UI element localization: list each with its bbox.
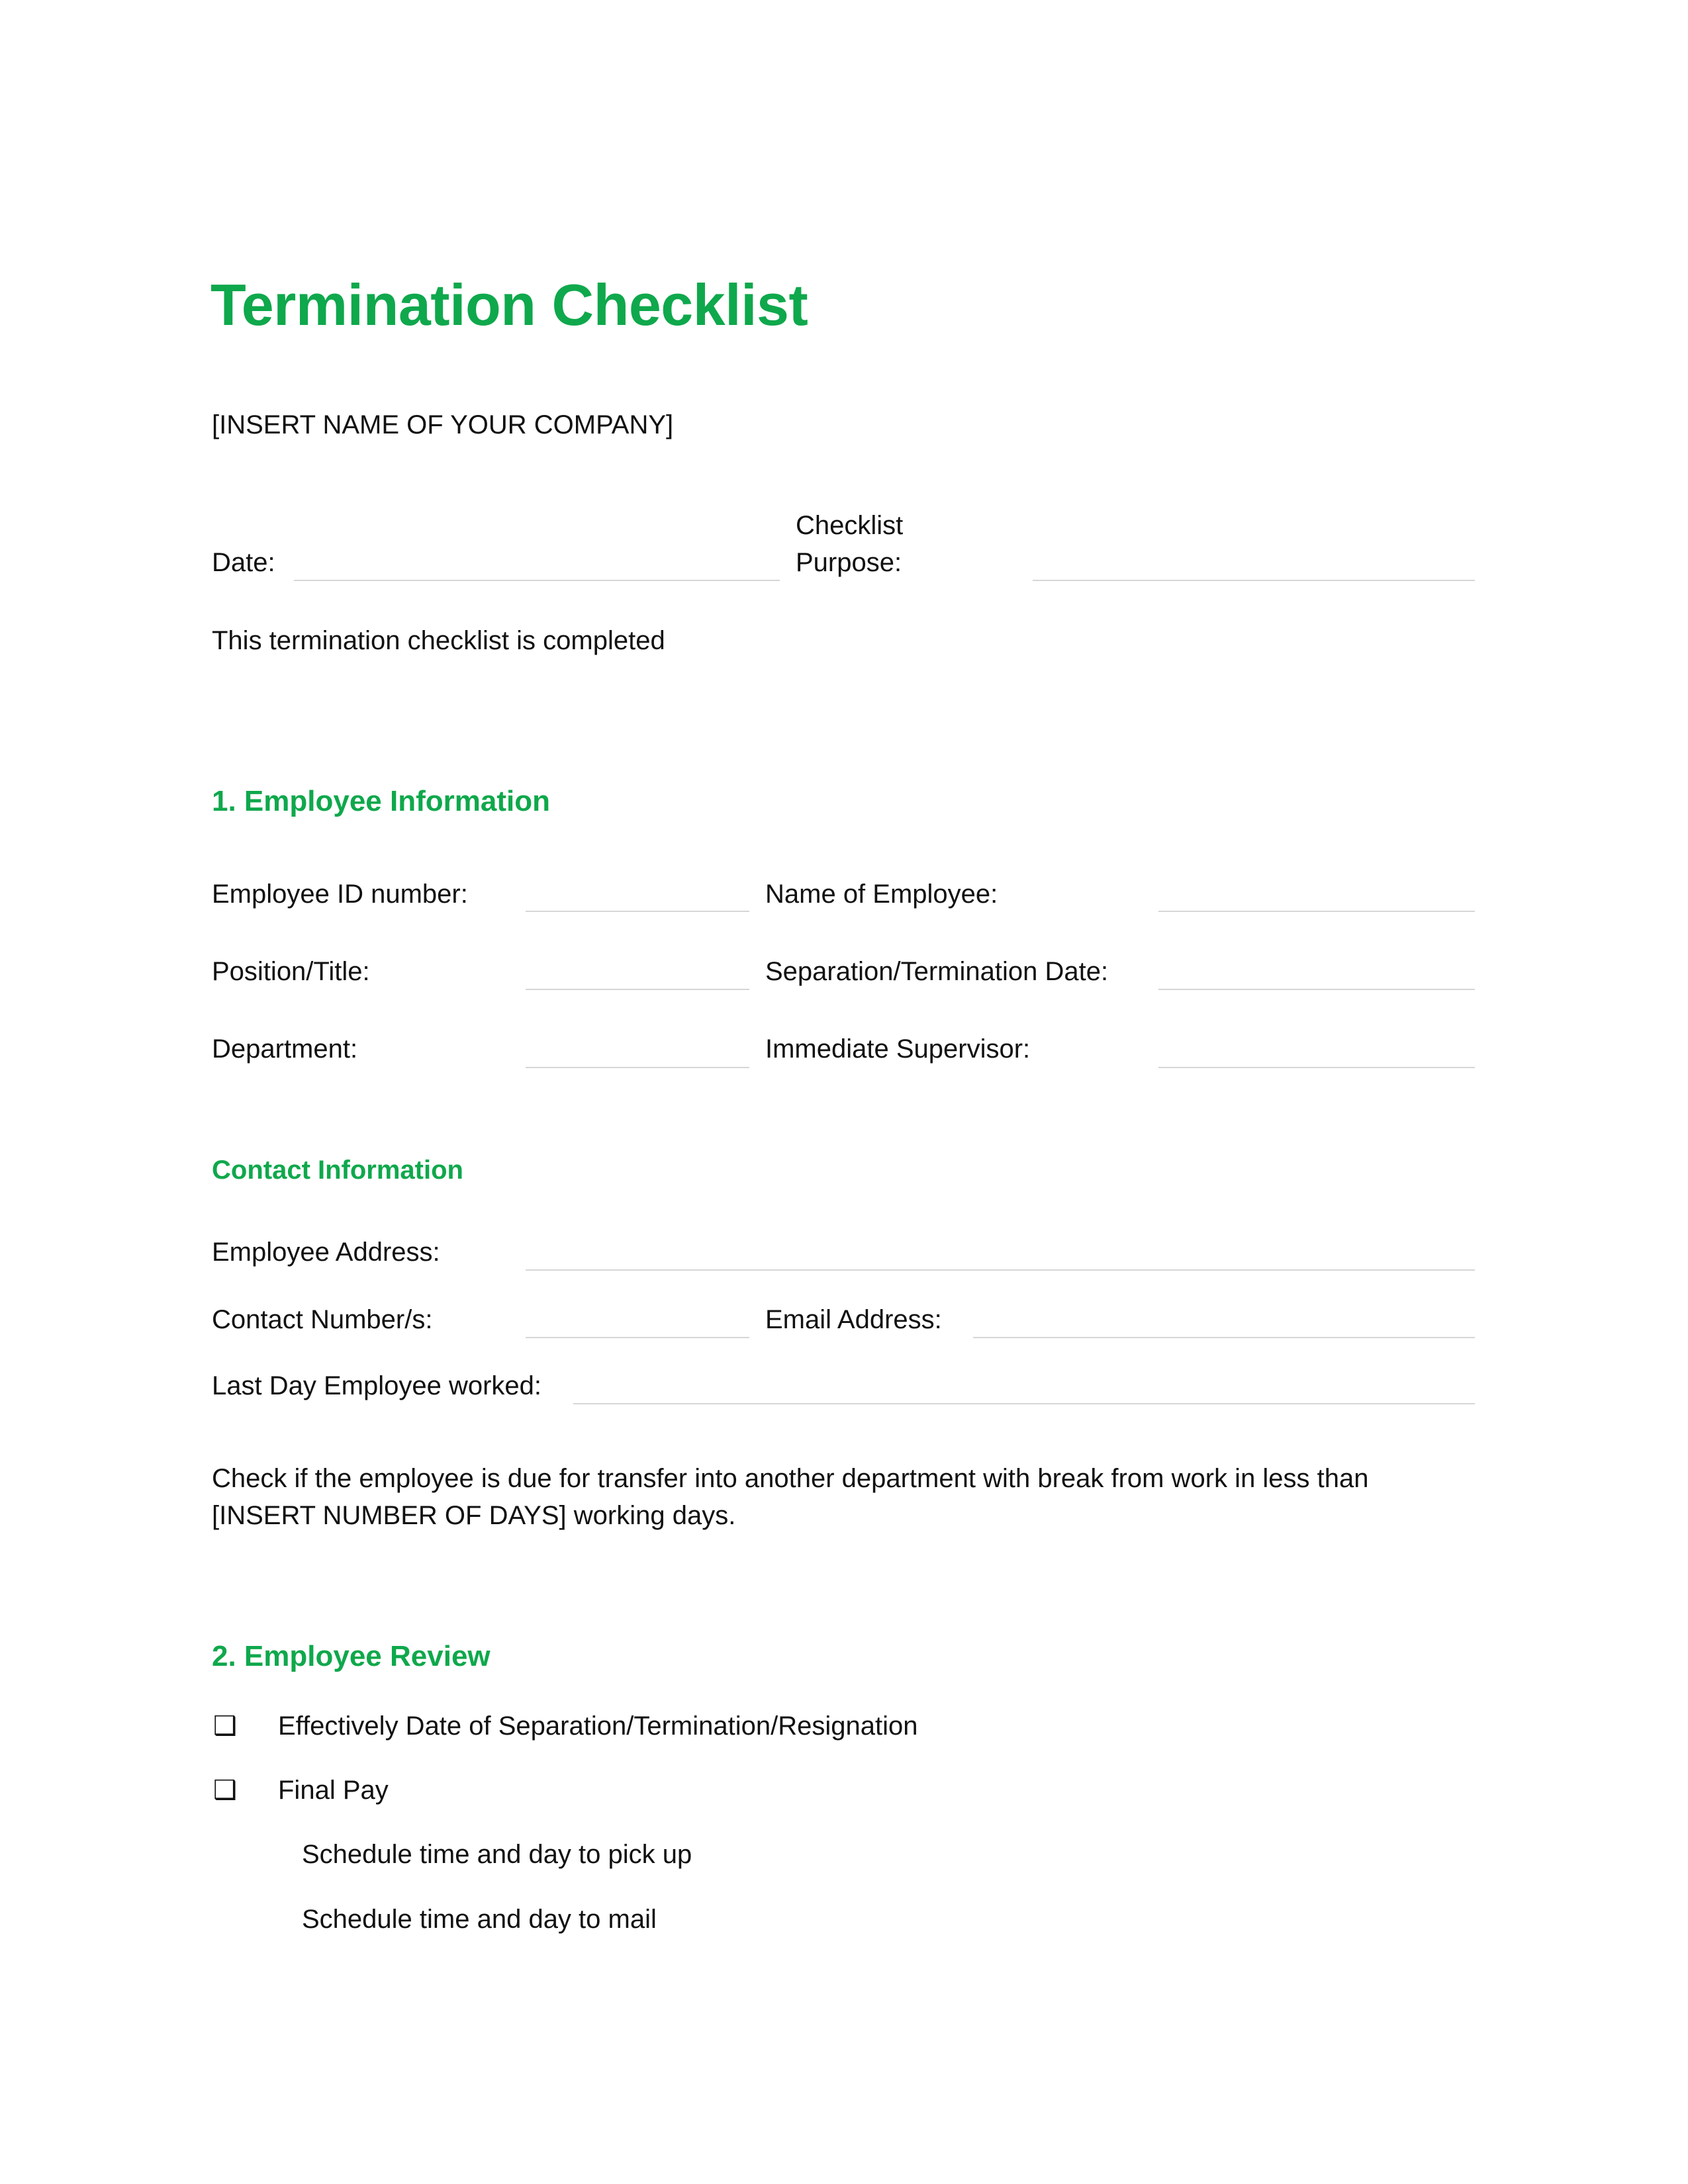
separation-date-field[interactable] (1158, 989, 1475, 990)
employee-id-field[interactable] (526, 911, 749, 912)
last-day-field[interactable] (573, 1403, 1475, 1404)
last-day-label: Last Day Employee worked: (212, 1371, 542, 1400)
employee-address-field[interactable] (526, 1269, 1475, 1271)
page-title: Termination Checklist (211, 272, 808, 338)
section-heading-employee-review: 2. Employee Review (212, 1640, 491, 1672)
separation-date-label: Separation/Termination Date: (765, 957, 1109, 986)
purpose-label-line2: Purpose: (796, 548, 902, 577)
contact-number-label: Contact Number/s: (212, 1305, 433, 1334)
completed-text: This termination checklist is completed (212, 626, 665, 655)
department-field[interactable] (526, 1067, 749, 1068)
checkbox-icon[interactable]: ❑ (213, 1711, 237, 1741)
company-name-placeholder: [INSERT NAME OF YOUR COMPANY] (212, 410, 674, 439)
section-heading-employee-information: 1. Employee Information (212, 785, 550, 817)
supervisor-field[interactable] (1158, 1067, 1475, 1068)
date-field[interactable] (294, 580, 780, 581)
checklist-subitem: Schedule time and day to pick up (302, 1840, 692, 1869)
transfer-text-line1: Check if the employee is due for transfer into another department with break from work in less than (212, 1464, 1369, 1493)
contact-information-heading: Contact Information (212, 1156, 463, 1185)
transfer-text-line2: [INSERT NUMBER OF DAYS] working days. (212, 1501, 736, 1530)
email-address-label: Email Address: (765, 1305, 942, 1334)
email-address-field[interactable] (973, 1337, 1475, 1338)
employee-name-field[interactable] (1158, 911, 1475, 912)
department-label: Department: (212, 1034, 358, 1064)
position-field[interactable] (526, 989, 749, 990)
employee-name-label: Name of Employee: (765, 880, 998, 909)
purpose-label-line1: Checklist (796, 511, 904, 540)
checklist-item: Final Pay (278, 1776, 389, 1805)
date-label: Date: (212, 548, 275, 577)
position-label: Position/Title: (212, 957, 370, 986)
checkbox-icon[interactable]: ❑ (213, 1775, 237, 1805)
employee-id-label: Employee ID number: (212, 880, 468, 909)
checklist-subitem: Schedule time and day to mail (302, 1905, 657, 1934)
employee-address-label: Employee Address: (212, 1238, 440, 1267)
contact-number-field[interactable] (526, 1337, 749, 1338)
purpose-field[interactable] (1033, 580, 1475, 581)
supervisor-label: Immediate Supervisor: (765, 1034, 1031, 1064)
checklist-item: Effectively Date of Separation/Termination/Resignation (278, 1711, 918, 1741)
